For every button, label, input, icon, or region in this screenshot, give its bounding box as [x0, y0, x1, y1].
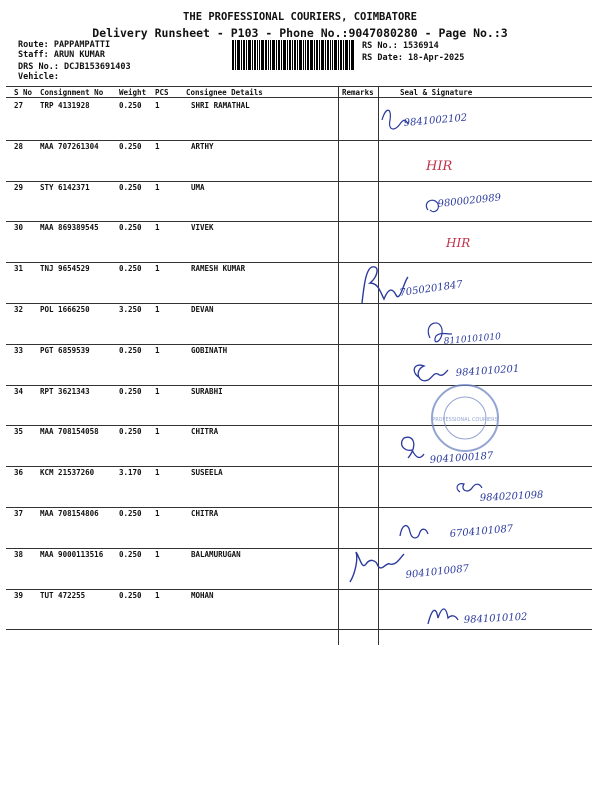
signature-33 — [414, 365, 448, 381]
row-divider — [6, 548, 592, 549]
remark-hir-30: HIR — [446, 236, 471, 250]
row-divider — [6, 221, 592, 222]
phone-38: 9041010087 — [405, 563, 470, 581]
row-divider — [6, 589, 592, 590]
cell-weight: 0.250 — [119, 509, 142, 518]
phone-37: 6704101087 — [449, 523, 514, 540]
cell-pcs: 1 — [155, 182, 160, 192]
vehicle-label: Vehicle: — [18, 72, 59, 82]
signature-38 — [350, 552, 404, 582]
cell-consignment: PGT 6859539 — [40, 345, 90, 355]
cell-weight: 0.250 — [119, 345, 142, 355]
signature-29 — [426, 200, 438, 211]
cell-consignment: TNJ 9654529 — [40, 264, 90, 274]
cell-sno: 37 — [14, 509, 24, 518]
cell-weight: 3.250 — [119, 305, 142, 314]
row-divider — [6, 629, 592, 630]
row-divider — [6, 385, 592, 386]
cell-weight: 0.250 — [119, 386, 142, 396]
col-signature: Seal & Signature — [400, 88, 473, 97]
phone-32: 8110101010 — [443, 332, 502, 347]
route-label: Route: PAPPAMPATTI — [18, 40, 111, 50]
row-divider — [6, 425, 592, 426]
cell-pcs: 1 — [155, 305, 160, 314]
cell-weight: 0.250 — [119, 427, 142, 437]
cell-consignment: MAA 9000113516 — [40, 549, 104, 559]
cell-sno: 31 — [14, 264, 24, 274]
col-sno: S No — [14, 88, 33, 97]
signature-36 — [457, 484, 482, 492]
cell-pcs: 1 — [155, 509, 160, 518]
cell-pcs: 1 — [155, 386, 160, 396]
phone-36: 9840201098 — [479, 489, 544, 504]
col-consignment: Consignment No — [40, 88, 104, 97]
cell-pcs: 1 — [155, 101, 160, 110]
cell-consignee: UMA — [191, 182, 205, 192]
cell-consignee: RAMESH KUMAR — [191, 264, 246, 274]
signature-31 — [362, 267, 408, 303]
col-weight: Weight — [119, 88, 147, 97]
cell-consignment: MAA 707261304 — [40, 141, 99, 151]
signature-32 — [428, 323, 452, 342]
cell-consignee: ARTHY — [191, 141, 214, 151]
company-name: THE PROFESSIONAL COURIERS, COIMBATORE — [183, 11, 417, 23]
cell-consignment: TUT 472255 — [40, 590, 86, 600]
col-consignee: Consignee Details — [186, 88, 263, 97]
drs-number: DRS No.: DCJB153691403 — [18, 62, 131, 72]
cell-consignment: MAA 869389545 — [40, 223, 99, 233]
row-divider — [6, 303, 592, 304]
rs-date: RS Date: 18-Apr-2025 — [362, 53, 465, 63]
cell-consignee: BALAMURUGAN — [191, 549, 241, 559]
cell-pcs: 1 — [155, 468, 160, 478]
cell-pcs: 1 — [155, 590, 160, 600]
cell-pcs: 1 — [155, 264, 160, 274]
cell-consignment: MAA 708154806 — [40, 509, 99, 518]
remarks-divider — [338, 86, 339, 645]
cell-consignment: KCM 21537260 — [40, 468, 95, 478]
remark-hir-28: HIR — [426, 159, 453, 174]
col-pcs: PCS — [155, 88, 169, 97]
row-divider — [6, 140, 592, 141]
cell-weight: 0.250 — [119, 590, 142, 600]
cell-consignment: STY 6142371 — [40, 182, 90, 192]
signature-35 — [402, 437, 424, 458]
row-divider — [6, 262, 592, 263]
row-divider — [6, 181, 592, 182]
cell-consignee: DEVAN — [191, 305, 214, 314]
cell-consignee: SHRI RAMATHAL — [191, 101, 250, 110]
phone-27: 9841002102 — [403, 112, 468, 129]
cell-consignee: SURABHI — [191, 386, 223, 396]
cell-sno: 35 — [14, 427, 24, 437]
cell-weight: 0.250 — [119, 182, 142, 192]
cell-sno: 36 — [14, 468, 24, 478]
cell-consignment: RPT 3621343 — [40, 386, 90, 396]
signature-39 — [428, 609, 458, 624]
table-top-border — [6, 86, 592, 87]
cell-sno: 30 — [14, 223, 24, 233]
runsheet-title: Delivery Runsheet - P103 - Phone No.:9047080280 - Page No.:3 — [92, 26, 508, 40]
courier-stamp — [432, 385, 498, 451]
cell-weight: 3.170 — [119, 468, 142, 478]
cell-pcs: 1 — [155, 141, 160, 151]
cell-consignment: MAA 708154058 — [40, 427, 99, 437]
staff-label: Staff: ARUN KUMAR — [18, 50, 105, 60]
phone-35: 9041000187 — [429, 450, 494, 466]
barcode — [232, 40, 354, 70]
phone-31: 7050201847 — [398, 279, 464, 299]
cell-sno: 33 — [14, 345, 24, 355]
phone-29: 9800020989 — [437, 192, 502, 210]
cell-pcs: 1 — [155, 345, 160, 355]
cell-sno: 29 — [14, 182, 24, 192]
row-divider — [6, 344, 592, 345]
col-remarks: Remarks — [342, 88, 374, 97]
cell-consignee: GOBINATH — [191, 345, 228, 355]
cell-consignment: TRP 4131928 — [40, 101, 90, 110]
cell-pcs: 1 — [155, 427, 160, 437]
cell-consignee: SUSEELA — [191, 468, 223, 478]
cell-sno: 38 — [14, 549, 24, 559]
cell-consignee: MOHAN — [191, 590, 214, 600]
signature-27 — [382, 110, 408, 129]
cell-weight: 0.250 — [119, 101, 142, 110]
rs-number: RS No.: 1536914 — [362, 41, 439, 51]
cell-pcs: 1 — [155, 549, 160, 559]
cell-sno: 32 — [14, 305, 24, 314]
cell-weight: 0.250 — [119, 141, 142, 151]
cell-weight: 0.250 — [119, 223, 142, 233]
signature-divider — [378, 86, 379, 645]
row-divider — [6, 466, 592, 467]
cell-consignee: CHITRA — [191, 427, 219, 437]
phone-33: 9841010201 — [455, 363, 520, 379]
cell-consignment: POL 1666250 — [40, 305, 90, 314]
table-header-border — [6, 97, 592, 98]
cell-pcs: 1 — [155, 223, 160, 233]
cell-sno: 27 — [14, 101, 24, 110]
cell-sno: 34 — [14, 386, 24, 396]
row-divider — [6, 507, 592, 508]
cell-weight: 0.250 — [119, 549, 142, 559]
cell-sno: 39 — [14, 590, 24, 600]
signature-37 — [400, 526, 428, 538]
stamp-text: PROFESSIONAL COURIERS — [432, 417, 498, 423]
cell-weight: 0.250 — [119, 264, 142, 274]
cell-sno: 28 — [14, 141, 24, 151]
phone-39: 9841010102 — [463, 611, 528, 626]
cell-consignee: VIVEK — [191, 223, 214, 233]
cell-consignee: CHITRA — [191, 509, 219, 518]
